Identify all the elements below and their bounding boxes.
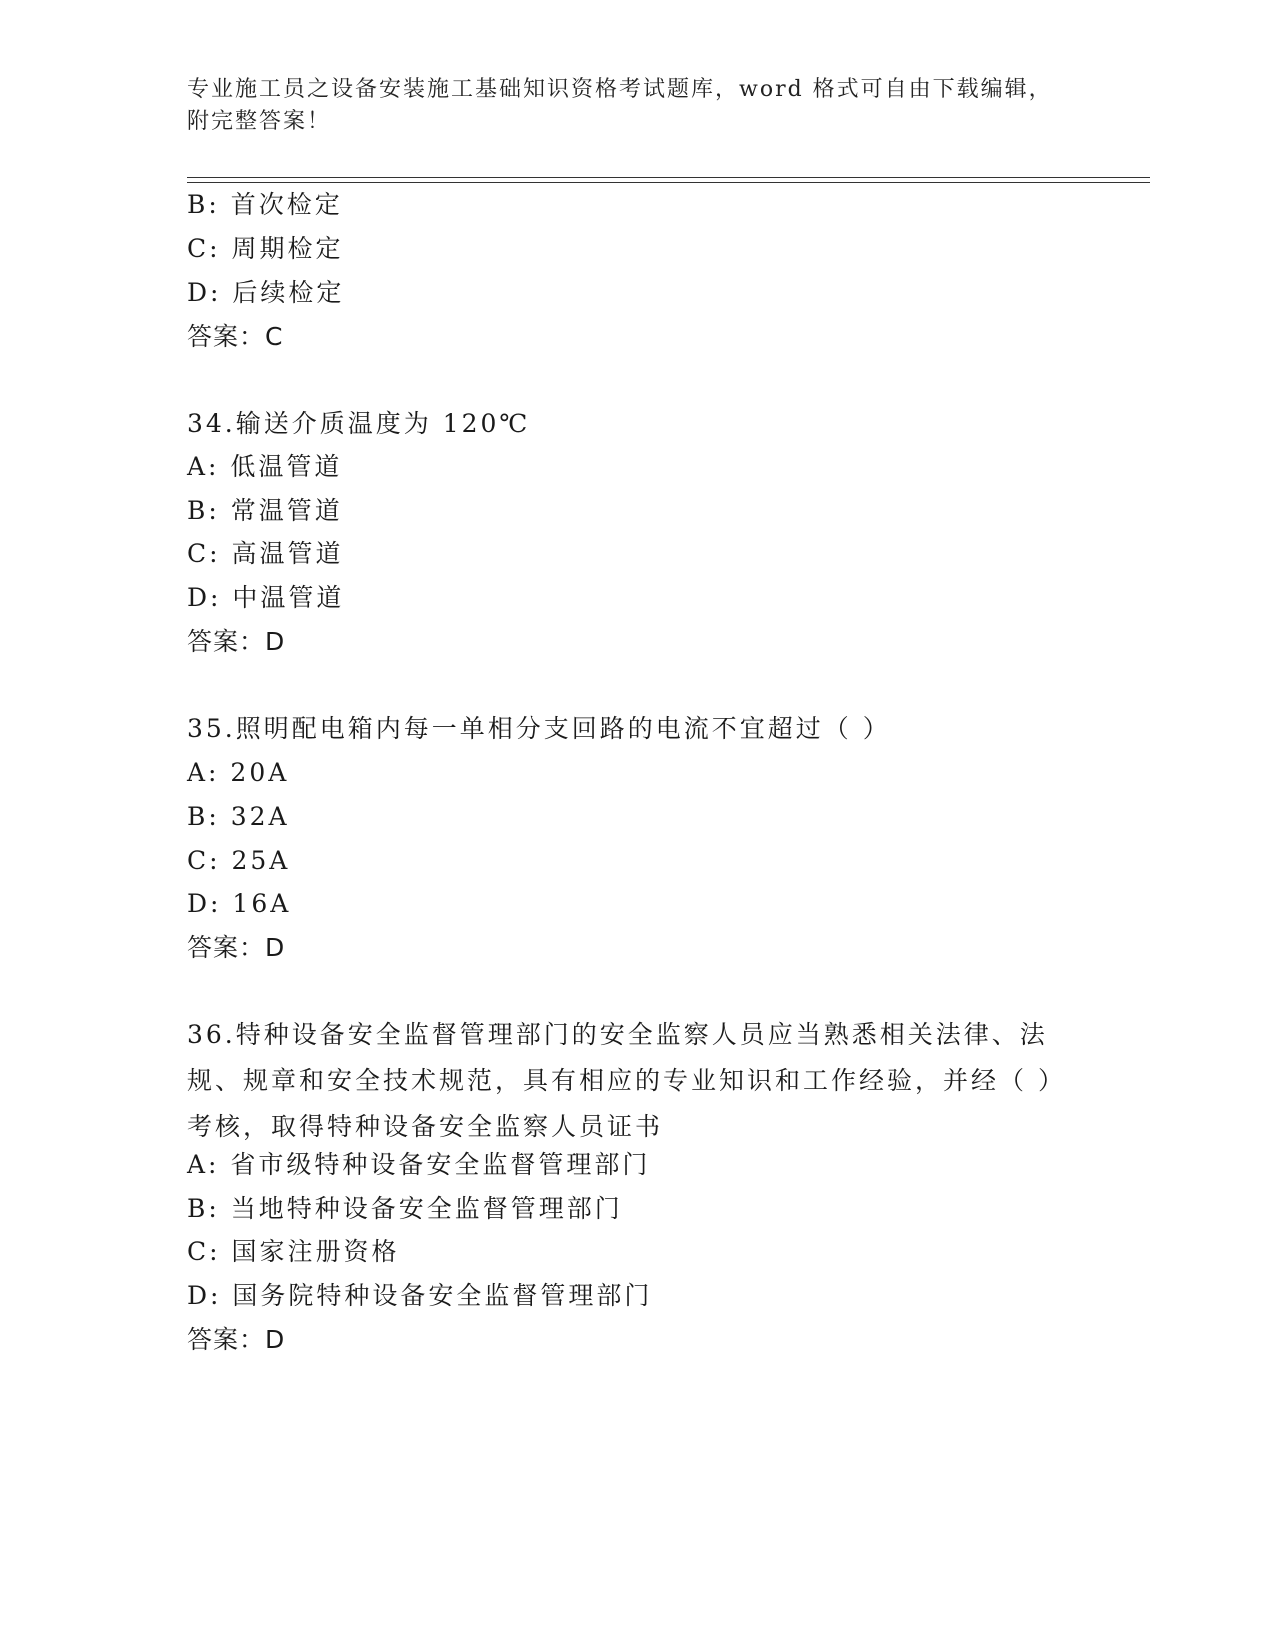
question-stem: 34.输送介质温度为 120℃ — [187, 409, 531, 438]
question-stem: 36.特种设备安全监督管理部门的安全监察人员应当熟悉相关法律、法规、规章和安全技术规范，具有相应的专业知识和工作经验，并经（ ）考核，取得特种设备安全监察人员证书 — [187, 1020, 1066, 1141]
option-d: D: 中温管道 — [187, 583, 345, 612]
option-a: A: 20A — [187, 758, 290, 787]
option-b: B: 32A — [187, 802, 290, 831]
option-c: C: 国家注册资格 — [187, 1237, 400, 1266]
answer-line: 答案：C — [187, 322, 284, 351]
answer-line: 答案：D — [187, 627, 286, 656]
option-b: B: 常温管道 — [187, 496, 343, 525]
option-c: C: 高温管道 — [187, 539, 344, 568]
option-a: A: 低温管道 — [187, 452, 343, 481]
option-a: A: 省市级特种设备安全监督管理部门 — [187, 1150, 651, 1179]
answer-line: 答案：D — [187, 933, 286, 962]
option-b: B: 当地特种设备安全监督管理部门 — [187, 1194, 623, 1223]
answer-line: 答案：D — [187, 1325, 286, 1354]
option-d: D: 国务院特种设备安全监督管理部门 — [187, 1281, 653, 1310]
option-c: C: 25A — [187, 846, 291, 875]
header-divider — [187, 177, 1150, 183]
option-c: C: 周期检定 — [187, 234, 344, 263]
question-stem: 35.照明配电箱内每一单相分支回路的电流不宜超过（ ） — [187, 714, 891, 743]
document-header: 专业施工员之设备安装施工基础知识资格考试题库，word 格式可自由下载编辑，附完整答案！ — [187, 77, 1053, 134]
option-d: D: 后续检定 — [187, 278, 345, 307]
option-d: D: 16A — [187, 889, 292, 918]
option-b: B: 首次检定 — [187, 190, 343, 219]
